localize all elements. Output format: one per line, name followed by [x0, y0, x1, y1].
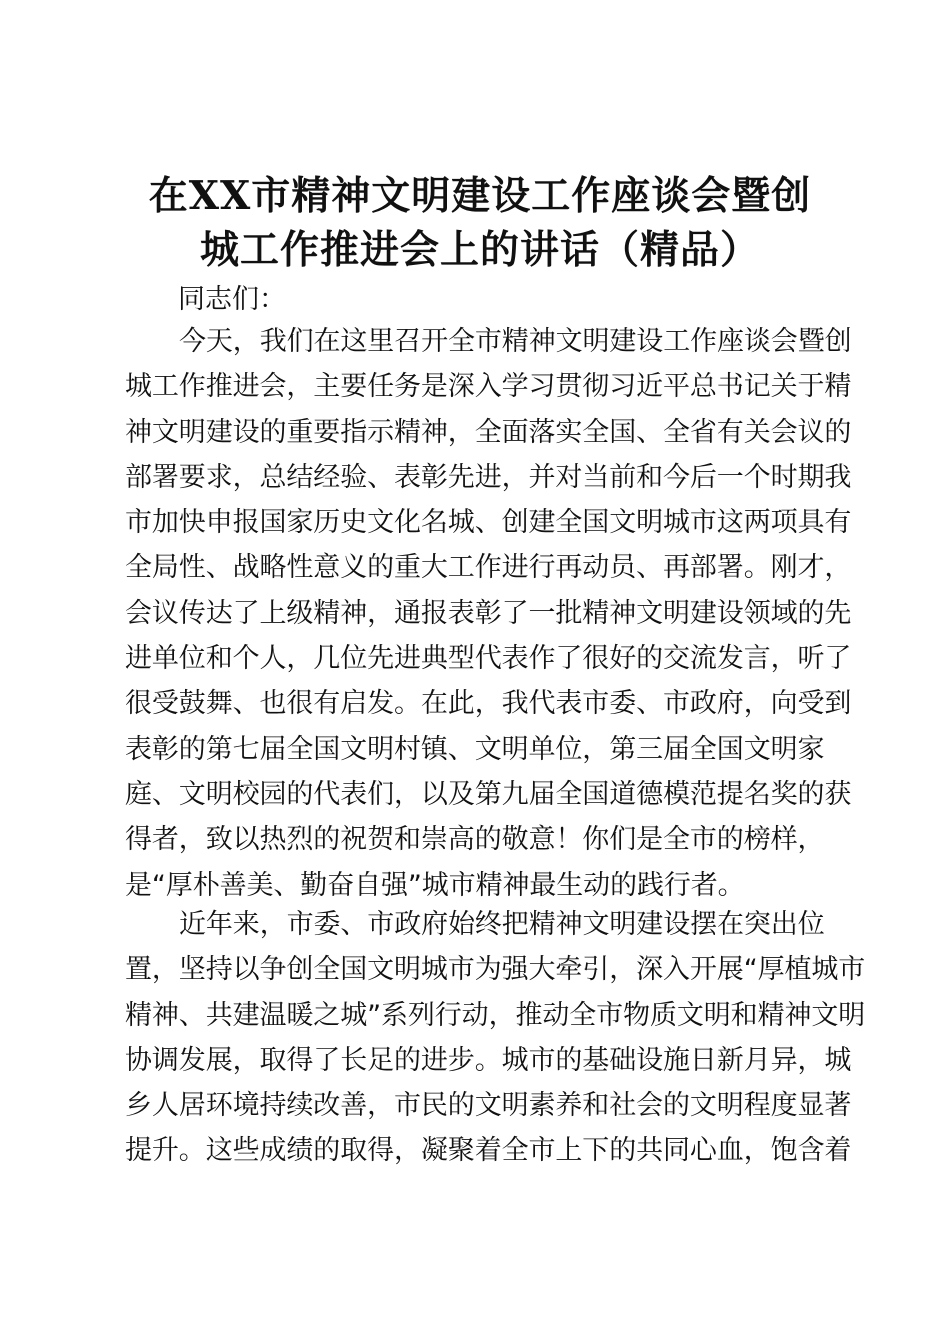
- paragraph-line: 精神、共建温暖之城”系列行动，推动全市物质文明和精神文明: [125, 999, 866, 1031]
- paragraph-2: [125, 902, 866, 1174]
- paragraph-line: 神文明建设的重要指示精神，全面落实全国、全省有关会议的: [125, 416, 852, 448]
- paragraph-line: 今天，我们在这里召开全市精神文明建设工作座谈会暨创: [179, 326, 852, 357]
- paragraph-line: 部署要求，总结经验、表彰先进，并对当前和今后一个时期我: [125, 461, 852, 493]
- paragraph-line: 进单位和个人，几位先进典型代表作了很好的交流发言，听了: [125, 643, 852, 675]
- document-title-line-2: 城工作推进会上的讲话（精品）: [199, 227, 760, 273]
- paragraph-line: 市加快申报国家历史文化名城、创建全国文明城市这两项具有: [125, 507, 852, 539]
- paragraph-line: 得者，致以热烈的祝贺和崇高的敬意！你们是全市的榜样，: [125, 824, 825, 856]
- paragraph-line: 庭、文明校园的代表们，以及第九届全国道德模范提名奖的获: [125, 778, 852, 810]
- paragraph-line: 全局性、战略性意义的重大工作进行再动员、再部署。刚才，: [125, 552, 852, 584]
- document-title-line-1: 在XX市精神文明建设工作座谈会暨创: [148, 173, 812, 219]
- paragraph-line: 置，坚持以争创全国文明城市为强大牵引，深入开展“厚植城市: [125, 954, 866, 986]
- paragraph-line: 提升。这些成绩的取得，凝聚着全市上下的共同心血，饱含着: [125, 1135, 852, 1167]
- paragraph-1: [125, 319, 852, 908]
- paragraph-line: 城工作推进会，主要任务是深入学习贯彻习近平总书记关于精: [125, 371, 852, 403]
- paragraph-line: 是“厚朴善美、勤奋自强”城市精神最生动的践行者。: [125, 869, 745, 901]
- paragraph-line: 乡人居环境持续改善，市民的文明素养和社会的文明程度显著: [125, 1090, 852, 1122]
- paragraph-line: 近年来，市委、市政府始终把精神文明建设摆在突出位: [179, 909, 825, 940]
- salutation: 同志们：: [178, 284, 286, 315]
- paragraph-line: 会议传达了上级精神，通报表彰了一批精神文明建设领域的先: [125, 597, 852, 629]
- paragraph-line: 很受鼓舞、也很有启发。在此，我代表市委、市政府，向受到: [125, 688, 852, 720]
- paragraph-line: 表彰的第七届全国文明村镇、文明单位，第三届全国文明家: [125, 733, 825, 765]
- paragraph-line: 协调发展，取得了长足的进步。城市的基础设施日新月异，城: [125, 1044, 852, 1076]
